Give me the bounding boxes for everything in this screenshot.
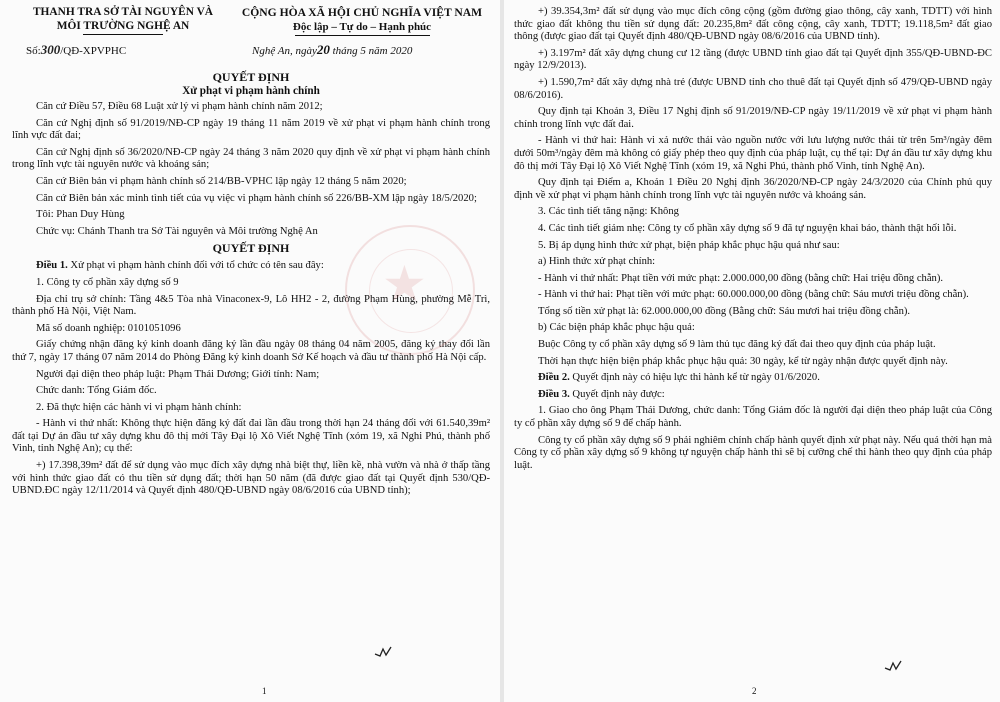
nation-line-2: Độc lập – Tự do – Hạnh phúc	[292, 21, 432, 33]
basis-paragraph: Căn cứ Điều 57, Điều 68 Luật xử lý vi phạm hành chính năm 2012;	[36, 101, 323, 112]
body-paragraph: +) 1.590,7m² đất xây dựng nhà trẻ (được UBND tỉnh cho thuê đất tại Quyết định số 479/QĐ-UBND ngày 08/6/2016).	[514, 76, 992, 101]
place-date	[252, 42, 412, 58]
article-2-text: Quyết định này có hiệu lực thi hành kể từ ngày 01/6/2020.	[569, 372, 820, 384]
agency-line-2: MÔI TRƯỜNG NGHỆ AN	[56, 19, 190, 32]
place-prefix: Nghệ An, ngày	[252, 45, 317, 57]
article-3-text: Quyết định này được:	[569, 388, 665, 400]
article-1-label: Điều 1.	[36, 260, 68, 272]
body-paragraph: Công ty cổ phần xây dựng số 9 phải nghiêm chỉnh chấp hành quyết định xử phạt này. Nếu quá thời hạn mà Công ty cổ phần xây dựng số 9 không tự nguyện chấp hành thì sẽ bị cưỡng chế thi hành theo quy định của pháp luật.	[514, 434, 992, 471]
body-paragraph: Địa chỉ trụ sở chính: Tầng 4&5 Tòa nhà Vinaconex-9, Lô HH2 - 2, đường Phạm Hùng, phường Mễ Trì, thành phố Hà Nội, Việt Nam.	[12, 293, 490, 318]
article-3	[514, 389, 992, 402]
body-paragraph: Quy định tại Điểm a, Khoản 1 Điều 20 Nghị định 36/2020/NĐ-CP ngày 24/3/2020 của Chính phủ quy định về xử phạt vi phạm hành chính trong lĩnh vực tài nguyên nước và khoáng sản.	[514, 177, 992, 201]
page-number-2: 2	[752, 686, 757, 696]
article-2-label: Điều 2.	[538, 372, 570, 384]
seal-star-icon: ★	[382, 256, 427, 312]
body-paragraph: Người đại diện theo pháp luật: Phạm Thái Dương; Giới tính: Nam;	[36, 368, 320, 380]
body-paragraph: +) 39.354,3m² đất sử dụng vào mục đích công cộng (gồm đường giao thông, cây xanh, TDTT) với hình thức giao đất không thu tiền sử dụng đất: 20.235,8m² đất công cộng, cây xanh, TDTT; 19.118,5m² đất giao thông (được giao đất tại Quyết định 480/QĐ-UBND ngày 08/6/2016 của UBND tỉnh).	[514, 6, 992, 43]
document-header	[12, 6, 490, 68]
signer-name: Tôi: Phan Duy Hùng	[36, 209, 125, 221]
place-day-handwritten: 20	[316, 42, 330, 57]
faint-seal-watermark	[345, 225, 475, 355]
docno-suffix: /QĐ-XPVPHC	[60, 45, 127, 57]
body-paragraph: - Hành vi thứ nhất: Phạt tiền với mức phạt: 2.000.000,00 đồng (bằng chữ: Hai triệu đồng chẵn).	[538, 272, 944, 284]
article-1-text: Xử phạt vi phạm hành chính đối với tổ chức có tên sau đây:	[67, 260, 324, 272]
docno-prefix: Số:	[26, 45, 41, 57]
body-paragraph: Tổng số tiền xử phạt là: 62.000.000,00 đồng (Bằng chữ: Sáu mươi hai triệu đồng chẵn).	[538, 305, 911, 317]
initial-mark-icon	[374, 646, 392, 658]
decision-subtitle: Xử phạt vi phạm hành chính	[182, 85, 320, 97]
body-paragraph: Chức danh: Tổng Giám đốc.	[36, 385, 157, 397]
nation-line-1: CỘNG HÒA XÃ HỘI CHỦ NGHĨA VIỆT NAM	[241, 6, 483, 19]
basis-paragraph: Căn cứ Biên bản xác minh tình tiết của vụ việc vi phạm hành chính số 226/BB-XM lập ngày 18/5/2020;	[36, 192, 477, 204]
body-paragraph: 3. Các tình tiết tăng nặng: Không	[538, 206, 679, 218]
body-paragraph: - Hành vi thứ nhất: Không thực hiện đăng ký đất đai lần đầu trong thời hạn 24 tháng đối với 61.540,39m² đất tại Dự án đầu tư xây dựng khu đô thị mới Tây Đại lộ Xô Viết Nghệ Tĩnh (xóm 19, xã Nghi Phú, thành phố Vinh, tỉnh Nghệ An); cụ thể:	[12, 418, 490, 455]
page-number-1: 1	[262, 686, 267, 696]
body-paragraph: +) 3.197m² đất xây dựng chung cư 12 tầng (được UBND tỉnh giao đất tại Quyết định 355/QĐ-UBND-ĐC ngày 12/9/2013).	[514, 47, 992, 72]
body-paragraph: 5. Bị áp dụng hình thức xử phạt, biện pháp khắc phục hậu quả như sau:	[538, 239, 840, 251]
body-paragraph: Giấy chứng nhận đăng ký kinh doanh đăng ký lần đầu ngày 08 tháng 04 năm 2005, đăng ký thay đổi lần thứ 7, ngày 17 tháng 07 năm 2014 do Phòng Đăng ký kinh doanh Sở Kế hoạch và đầu tư thành phố Hà Nội cấp.	[12, 339, 490, 363]
document-page-2	[504, 0, 1000, 702]
body-paragraph: - Hành vi thứ hai: Hành vi xả nước thải vào nguồn nước với lưu lượng nước thải từ trên 5m³/ngày đêm dưới 50m³/ngày đêm mà không có giấy phép theo quy định của pháp luật, cụ thể tại: Dự án đầu tư xây dựng khu đô thị mới Tây Đại lộ Xô Viết Nghệ Tĩnh (xóm 19, xã Nghi Phú, thành phố Vinh, tỉnh Nghệ An).	[514, 135, 992, 172]
basis-paragraph: Căn cứ Nghị định số 36/2020/NĐ-CP ngày 24 tháng 3 năm 2020 quy định về xử phạt vi phạm hành chính trong lĩnh vực tài nguyên nước và khoáng sản;	[12, 146, 490, 171]
motto-underline	[295, 35, 430, 36]
body-paragraph: Thời hạn thực hiện biện pháp khắc phục hậu quả: 30 ngày, kể từ ngày nhận được quyết định này.	[538, 355, 948, 367]
signer-position: Chức vụ: Chánh Thanh tra Sở Tài nguyên và Môi trường Nghệ An	[36, 225, 318, 237]
docno-handwritten: 300	[40, 42, 61, 57]
body-paragraph: a) Hình thức xử phạt chính:	[538, 256, 656, 268]
national-motto	[232, 6, 492, 36]
basis-paragraph: Căn cứ Biên bản vi phạm hành chính số 214/BB-VPHC lập ngày 12 tháng 5 năm 2020;	[36, 175, 407, 187]
decision-title: QUYẾT ĐỊNH	[212, 70, 290, 84]
body-paragraph: +) 17.398,39m² đất để sử dụng vào mục đích xây dựng nhà biệt thự, liền kề, nhà vườn và nhà ở thấp tầng với hình thức giao đất có thu tiền sử dụng đất; thời hạn 50 năm (đã được giao đất tại Quyết định 530/QĐ-UBND.ĐC ngày 12/11/2014 và Quyết định 480/QĐ-UBND ngày 08/6/2016 của UBND tỉnh);	[12, 460, 490, 497]
place-suffix: tháng 5 năm 2020	[332, 45, 413, 57]
body-paragraph: Quy định tại Khoản 3, Điều 17 Nghị định số 91/2019/NĐ-CP ngày 19/11/2019 về xử phạt vi phạm hành chính trong lĩnh vực đất đai.	[514, 106, 992, 130]
agency-line-1: THANH TRA SỞ TÀI NGUYÊN VÀ	[32, 6, 214, 18]
agency-underline	[83, 34, 163, 35]
issuing-agency	[12, 6, 234, 35]
body-paragraph: b) Các biện pháp khắc phục hậu quả:	[538, 322, 695, 334]
basis-paragraph: Căn cứ Nghị định số 91/2019/NĐ-CP ngày 19 tháng 11 năm 2019 về xử phạt vi phạm hành chính trong lĩnh vực đất đai;	[12, 117, 490, 142]
body-paragraph: Mã số doanh nghiệp: 0101051096	[36, 322, 181, 334]
body-paragraph: 1. Giao cho ông Phạm Thái Dương, chức danh: Tổng Giám đốc là người đại diện theo pháp luật của Công ty cổ phần xây dựng số 9 để chấp hành.	[514, 405, 992, 430]
decision-heading: QUYẾT ĐỊNH	[212, 241, 290, 256]
body-paragraph: - Hành vi thứ hai: Phạt tiền với mức phạt: 60.000.000,00 đồng (bằng chữ: Sáu mươi triệu đồng chẵn).	[538, 289, 969, 301]
body-paragraph: 2. Đã thực hiện các hành vi vi phạm hành chính:	[36, 401, 242, 413]
body-paragraph: 1. Công ty cổ phần xây dựng số 9	[36, 276, 179, 288]
body-paragraph: Buộc Công ty cổ phần xây dựng số 9 làm thủ tục đăng ký đất đai theo quy định của pháp luật.	[538, 339, 936, 351]
article-2	[514, 372, 992, 385]
document-number	[26, 42, 126, 58]
article-3-label: Điều 3.	[538, 388, 570, 400]
body-paragraph: 4. Các tình tiết giảm nhẹ: Công ty cổ phần xây dựng số 9 đã tự nguyện khai báo, thành thật hối lỗi.	[538, 222, 957, 234]
initial-mark-icon	[884, 660, 902, 672]
